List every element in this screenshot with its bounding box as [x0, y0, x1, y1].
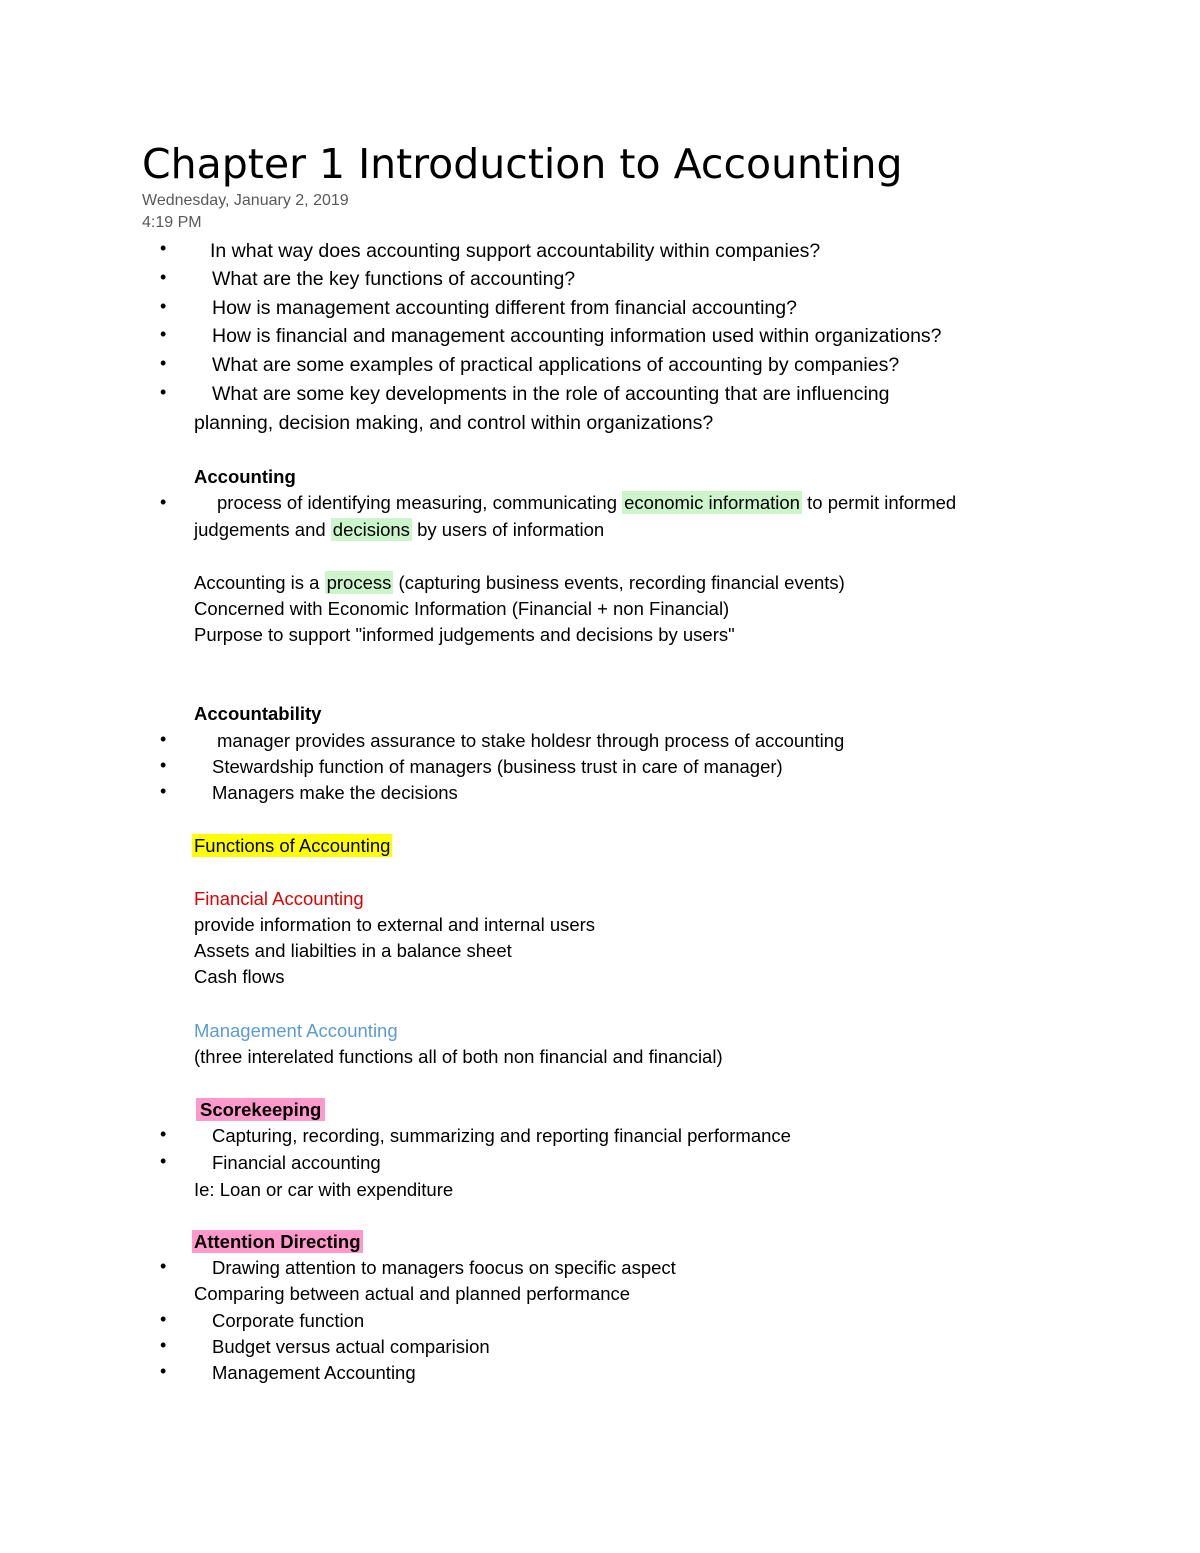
bullet-icon: •: [160, 382, 167, 402]
question-item: What are some key developments in the role of accounting that are influencing: [212, 383, 890, 405]
financial-accounting-line: Assets and liabilties in a balance sheet: [194, 940, 512, 961]
bullet-icon: •: [160, 729, 167, 749]
bullet-icon: •: [160, 781, 167, 801]
scorekeeping-item: Financial accounting: [212, 1152, 381, 1173]
financial-accounting-line: provide information to external and internal users: [194, 914, 596, 935]
bullet-icon: •: [160, 353, 167, 373]
bullet-icon: •: [160, 1361, 167, 1381]
question-item: How is financial and management accounting information used within organizations?: [212, 325, 942, 347]
bullet-icon: •: [160, 1309, 167, 1329]
financial-accounting-line: Cash flows: [194, 966, 285, 987]
accountability-item: manager provides assurance to stake holdesr through process of accounting: [217, 730, 845, 751]
scorekeeping-item: Capturing, recording, summarizing and reporting financial performance: [212, 1125, 791, 1146]
accountability-heading: Accountability: [194, 703, 322, 724]
management-accounting-description: (three interelated functions all of both non financial and financial): [194, 1046, 723, 1067]
accounting-purpose: Purpose to support "informed judgements and decisions by users": [194, 624, 735, 645]
note-time: 4:19 PM: [142, 214, 202, 231]
highlight-economic-information: economic information: [624, 492, 800, 513]
attention-directing-item: Drawing attention to managers foocus on specific aspect: [212, 1257, 676, 1278]
bullet-icon: •: [160, 238, 167, 258]
bullet-icon: •: [160, 324, 167, 344]
management-accounting-heading: Management Accounting: [194, 1020, 398, 1041]
attention-directing-heading: Attention Directing: [194, 1231, 361, 1252]
bullet-icon: •: [160, 1256, 167, 1276]
bullet-icon: •: [160, 755, 167, 775]
page-title: Chapter 1 Introduction to Accounting: [142, 140, 903, 188]
attention-directing-item: Management Accounting: [212, 1362, 416, 1383]
note-date: Wednesday, January 2, 2019: [142, 192, 349, 209]
question-item: How is management accounting different from financial accounting?: [212, 297, 797, 319]
accounting-is-process: Accounting is a process (capturing business events, recording financial events): [194, 572, 845, 593]
attention-directing-item: Budget versus actual comparision: [212, 1336, 490, 1357]
bullet-icon: •: [160, 1151, 167, 1171]
bullet-icon: •: [160, 267, 167, 287]
question-item-continuation: planning, decision making, and control within organizations?: [194, 412, 714, 434]
accounting-concerned: Concerned with Economic Information (Financial + non Financial): [194, 598, 730, 619]
functions-heading: Functions of Accounting: [194, 835, 391, 856]
bullet-icon: •: [160, 1124, 167, 1144]
question-item: What are some examples of practical applications of accounting by companies?: [212, 354, 900, 376]
accounting-definition-continuation: judgements and decisions by users of information: [194, 519, 605, 540]
financial-accounting-heading: Financial Accounting: [194, 888, 364, 909]
question-item: In what way does accounting support accountability within companies?: [210, 240, 821, 262]
scorekeeping-heading: Scorekeeping: [196, 1098, 325, 1122]
highlight-process: process: [326, 572, 392, 593]
bullet-icon: •: [160, 492, 167, 512]
bullet-icon: •: [160, 1335, 167, 1355]
accountability-item: Stewardship function of managers (business trust in care of manager): [212, 756, 783, 777]
question-item: What are the key functions of accounting?: [212, 268, 576, 290]
highlight-decisions: decisions: [332, 519, 410, 540]
scorekeeping-example: Ie: Loan or car with expenditure: [194, 1179, 454, 1200]
bullet-icon: •: [160, 296, 167, 316]
accounting-definition: process of identifying measuring, communicating economic information to permit informed: [217, 492, 957, 513]
accounting-heading: Accounting: [194, 466, 296, 487]
accountability-item: Managers make the decisions: [212, 782, 458, 803]
attention-directing-item: Corporate function: [212, 1310, 365, 1331]
attention-directing-compare: Comparing between actual and planned performance: [194, 1283, 631, 1304]
